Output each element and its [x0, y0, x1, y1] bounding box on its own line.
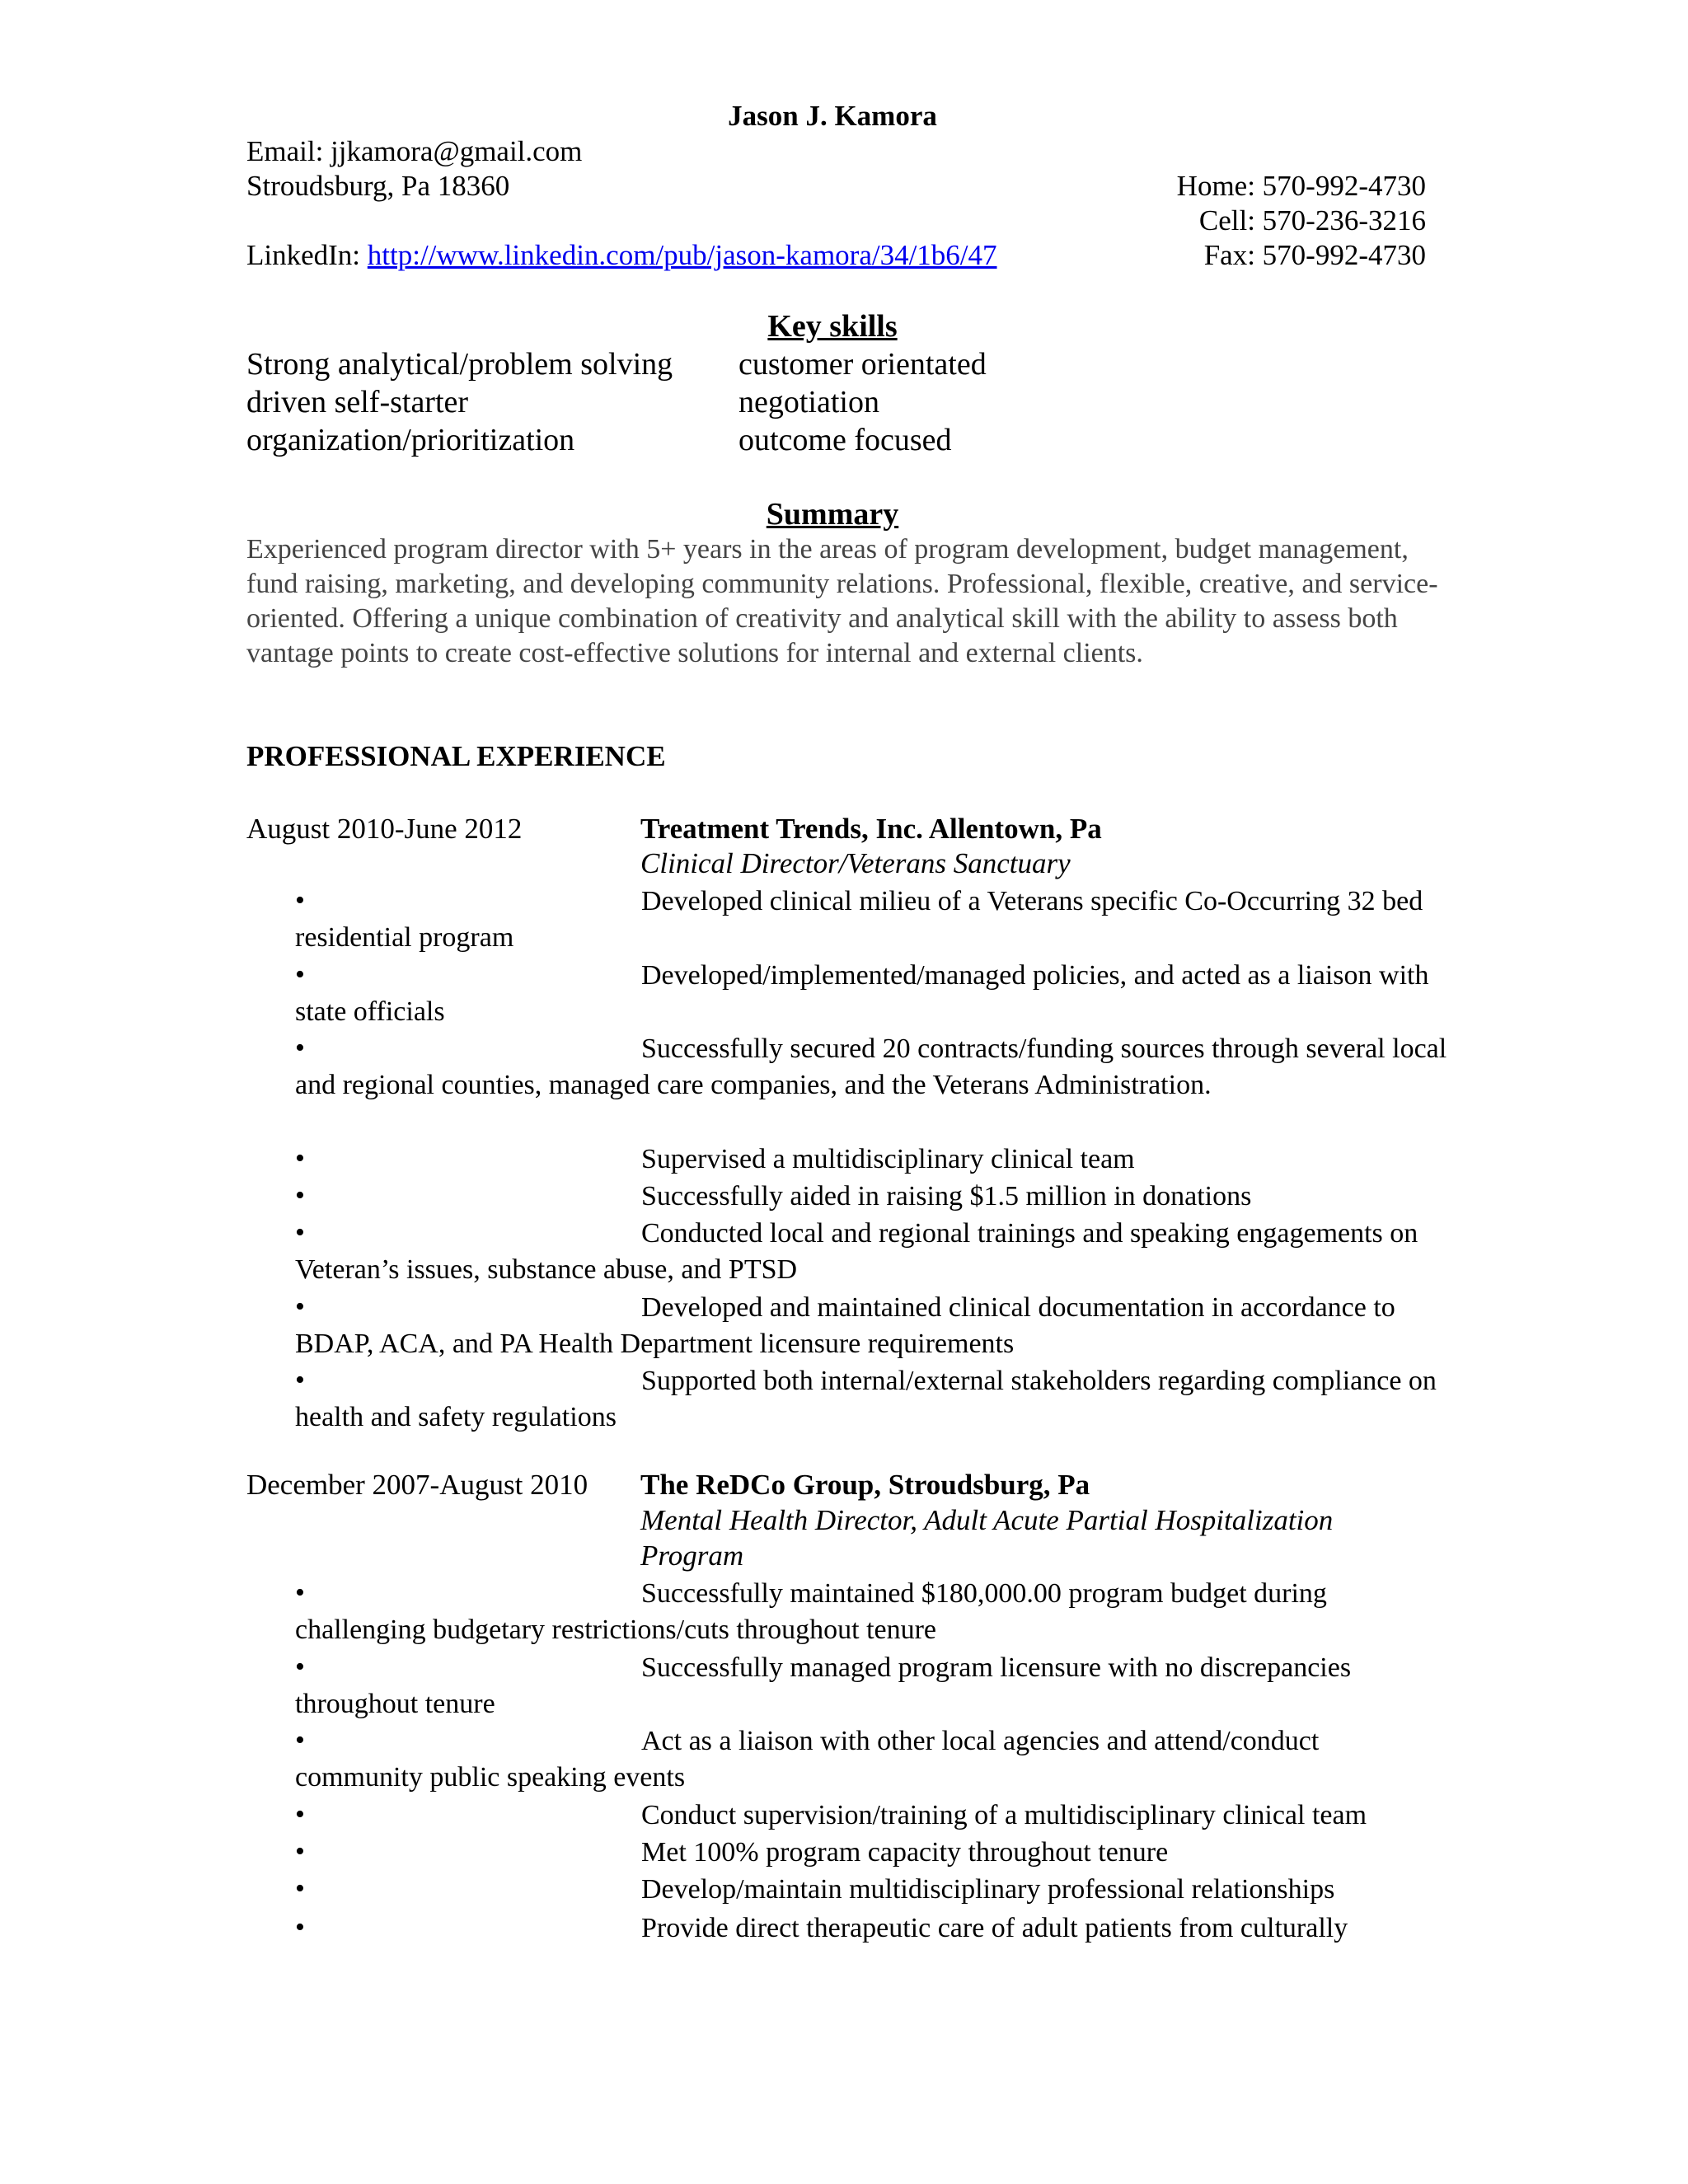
job-1-bullet-6: Conducted local and regional trainings and speaking engagements on Veteran’s issues, substance abuse, and PTSD	[295, 1218, 1418, 1285]
bullet-icon: •	[295, 1836, 305, 1867]
job-2-dates: December 2007-August 2010	[246, 1469, 588, 1501]
job-1-bullet-7: Developed and maintained clinical documentation in accordance to BDAP, ACA, and PA Health Department licensure requirements	[295, 1292, 1395, 1359]
job-2-bullet-2: Successfully managed program licensure with no discrepancies throughout tenure	[295, 1652, 1352, 1719]
skill-right-3: outcome focused	[738, 423, 952, 457]
job-1-bullet-1: Developed clinical milieu of a Veterans specific Co-Occurring 32 bed residential program	[295, 886, 1423, 953]
job-1-employer: Treatment Trends, Inc. Allentown, Pa	[640, 813, 1102, 845]
location-line: Stroudsburg, Pa 18360	[246, 170, 510, 202]
job-1-dates: August 2010-June 2012	[246, 813, 523, 845]
bullet-icon: •	[295, 1217, 305, 1248]
skill-left-3: organization/prioritization	[246, 423, 575, 457]
job-2-bullet-6: Develop/maintain multidisciplinary professional relationships	[641, 1874, 1335, 1905]
linkedin-link[interactable]: http://www.linkedin.com/pub/jason-kamora/34/1b6/47	[367, 239, 997, 271]
cell-phone: Cell: 570-236-3216	[1198, 204, 1426, 237]
job-2-bullet-7: Provide direct therapeutic care of adult patients from culturally	[641, 1913, 1348, 1943]
job-2-bullet-4: Conduct supervision/training of a multidisciplinary clinical team	[641, 1800, 1367, 1830]
candidate-name: Jason J. Kamora	[728, 100, 937, 132]
bullet-icon: •	[295, 1291, 305, 1322]
summary-heading: Summary	[766, 497, 899, 532]
job-2-bullet-1: Successfully maintained $180,000.00 program budget during challenging budgetary restrictions/cuts throughout tenure	[295, 1578, 1327, 1645]
bullet-icon: •	[295, 1577, 305, 1608]
job-1-bullet-8: Supported both internal/external stakeholders regarding compliance on health and safety regulations	[295, 1366, 1437, 1432]
bullet-icon: •	[295, 1725, 305, 1755]
skill-left-2: driven self-starter	[246, 385, 469, 419]
linkedin-label: LinkedIn:	[246, 239, 368, 271]
bullet-icon: •	[295, 1652, 305, 1682]
skill-right-2: negotiation	[738, 385, 879, 419]
bullet-icon: •	[295, 1143, 305, 1174]
home-phone: Home: 570-992-4730	[1176, 170, 1426, 202]
bullet-icon: •	[295, 885, 305, 916]
skill-right-1: customer orientated	[738, 347, 987, 382]
summary-text: Experienced program director with 5+ years in the areas of program development, budget management, fund raising, marketing, and developing community relations. Professional, flexible, creative, and service-oriented. Offering a unique combination of creativity and analytical skill with the ability to assess both vantage points to create cost-effective solutions for internal and external clients.	[246, 534, 1438, 668]
bullet-icon: •	[295, 1365, 305, 1395]
job-2-bullet-3: Act as a liaison with other local agencies and attend/conduct community public speaking events	[295, 1726, 1320, 1793]
job-1-bullet-2: Developed/implemented/managed policies, and acted as a liaison with state officials	[295, 960, 1429, 1027]
bullet-icon: •	[295, 1033, 305, 1063]
fax-number: Fax: 570-992-4730	[1203, 239, 1426, 271]
key-skills-heading: Key skills	[767, 309, 898, 344]
job-2-employer: The ReDCo Group, Stroudsburg, Pa	[640, 1469, 1090, 1501]
bullet-icon: •	[295, 1912, 305, 1943]
bullet-icon: •	[295, 1799, 305, 1830]
job-1-bullet-3: Successfully secured 20 contracts/funding sources through several local and regional counties, managed care companies, and the Veterans Administration.	[295, 1033, 1447, 1100]
email-line: Email: jjkamora@gmail.com	[246, 135, 583, 167]
job-1-bullet-5: Successfully aided in raising $1.5 million in donations	[641, 1181, 1252, 1212]
skill-left-1: Strong analytical/problem solving	[246, 347, 673, 382]
bullet-icon: •	[295, 1873, 305, 1904]
job-2-bullet-5: Met 100% program capacity throughout tenure	[641, 1837, 1169, 1868]
job-2-role-line1: Mental Health Director, Adult Acute Partial Hospitalization	[640, 1504, 1334, 1536]
job-2-role-line2: Program	[640, 1540, 744, 1572]
bullet-icon: •	[295, 1180, 305, 1211]
job-1-role: Clinical Director/Veterans Sanctuary	[640, 847, 1071, 879]
linkedin-line	[246, 237, 997, 273]
job-1-bullet-4: Supervised a multidisciplinary clinical team	[641, 1144, 1135, 1174]
experience-heading: PROFESSIONAL EXPERIENCE	[246, 740, 666, 772]
bullet-icon: •	[295, 959, 305, 990]
